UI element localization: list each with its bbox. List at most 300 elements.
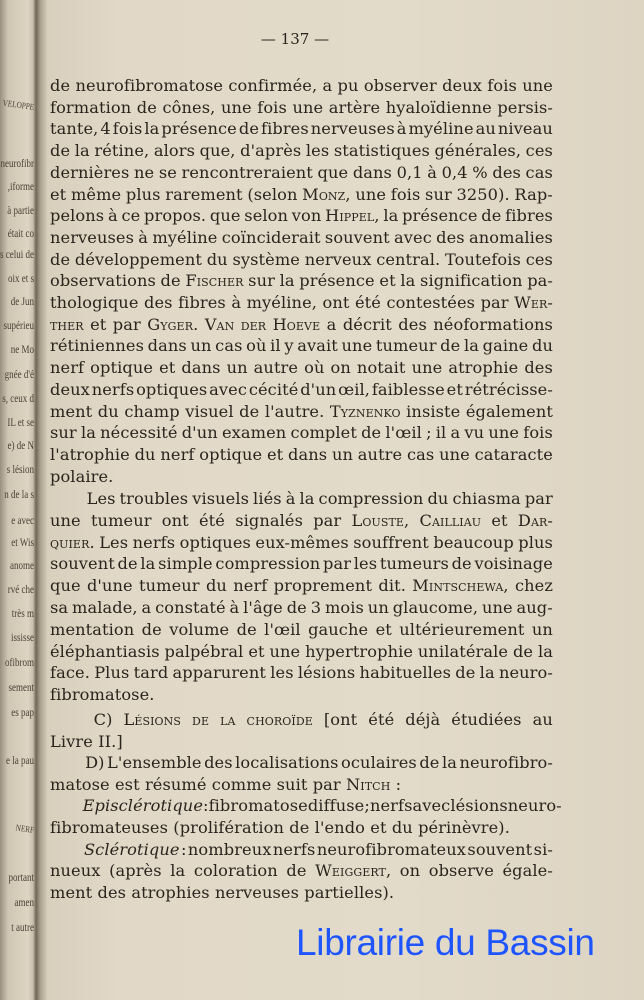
word: pa- (527, 271, 553, 290)
word: la (140, 554, 156, 573)
word: a (450, 423, 461, 442)
word: de (192, 710, 210, 729)
word: la (144, 119, 160, 138)
word: de (286, 598, 307, 617)
word: une (220, 98, 252, 117)
text-line (50, 380, 553, 400)
word: tumeurs (379, 554, 449, 573)
word: nerfs (369, 796, 413, 815)
word: signalés (235, 511, 303, 530)
word: de (117, 554, 138, 573)
margin-fragment: rvé che (7, 582, 34, 596)
word: nerveuses (310, 119, 395, 138)
word: fois (487, 76, 517, 95)
text-line (50, 185, 553, 205)
word (50, 710, 83, 730)
word: autre (253, 358, 299, 377)
word: tard (133, 663, 169, 682)
word: présence (402, 206, 478, 225)
word: deux (442, 76, 482, 95)
text-line (50, 76, 553, 96)
word: sur (50, 423, 77, 442)
word: résumé (144, 775, 207, 794)
word: et (50, 185, 67, 204)
word: ; (426, 423, 432, 442)
word: nerfs (272, 840, 316, 859)
word: au (475, 119, 496, 138)
word: y (284, 336, 294, 355)
word: notait (356, 358, 406, 377)
margin-fragment: supérieu (3, 318, 34, 332)
word: de (286, 861, 307, 880)
word: cécité (248, 380, 299, 399)
margin-fragment: IL et se (7, 415, 34, 429)
word: Les (99, 533, 129, 552)
word: des (204, 753, 233, 772)
word: palpébral (164, 642, 244, 661)
word: optique (199, 445, 263, 464)
word: Livre (50, 732, 93, 751)
word: 0,1 (396, 163, 423, 182)
word: (après (109, 861, 162, 880)
word: coïnciderait (221, 228, 321, 247)
word: à (138, 228, 149, 247)
word (50, 840, 83, 860)
word: à (107, 206, 118, 225)
margin-fragment: s, ceux d (2, 391, 34, 405)
word: une (522, 76, 553, 95)
margin-fragment: ne Mo (10, 342, 34, 356)
word: les (270, 663, 294, 682)
text-line (50, 663, 553, 683)
word: d'un (300, 380, 337, 399)
word: par (524, 489, 553, 508)
word: des (97, 883, 127, 902)
word: Tyznenko (329, 402, 401, 421)
text-line (50, 732, 553, 752)
text-line (50, 840, 553, 860)
word: proprement (273, 576, 373, 595)
word: observations (50, 271, 156, 290)
word: générales, (434, 141, 522, 160)
word: des (436, 228, 465, 247)
word: Cailliau (419, 511, 482, 530)
word: niveau (497, 119, 553, 138)
word: d'un (181, 423, 218, 442)
word: Monz, (302, 185, 351, 204)
word: de (361, 423, 382, 442)
word: de (451, 554, 472, 573)
word: une (411, 358, 443, 377)
word: par (480, 293, 509, 312)
word: nerfs (132, 533, 176, 552)
word: contestées (386, 293, 476, 312)
word: % (472, 163, 488, 182)
word: la (80, 423, 96, 442)
text-line (50, 710, 553, 730)
word: souvent (467, 840, 533, 859)
word: face. (50, 663, 90, 682)
word: a (141, 598, 152, 617)
word: 3 (310, 598, 322, 617)
word: l'endo (314, 818, 366, 837)
margin-fragment: e) de N (7, 438, 34, 452)
word: nerveuses (50, 228, 134, 247)
word: souvent (50, 554, 115, 573)
word: où (246, 336, 267, 355)
text-line (50, 533, 553, 553)
text-line (50, 861, 553, 881)
word: : (180, 840, 187, 859)
word: l'âge (243, 598, 283, 617)
word: rencontreraient (181, 163, 313, 182)
word: malade, (72, 598, 138, 617)
word: faiblesse (371, 380, 445, 399)
word: ces (525, 141, 553, 160)
word: dernières (50, 163, 130, 182)
word: nerveux (304, 250, 372, 269)
word: ne (134, 163, 155, 182)
word: un (226, 358, 248, 377)
word (50, 753, 83, 773)
margin-fragment: s celui de (0, 247, 34, 261)
margin-fragment: s lésion (6, 462, 34, 476)
word: étudiées (451, 710, 522, 729)
word: persis- (497, 98, 553, 117)
word: [ont (323, 710, 358, 729)
word: avec (209, 380, 247, 399)
word: les (353, 554, 378, 573)
word: la (463, 336, 479, 355)
margin-fragment: ofibrom (4, 655, 34, 669)
word: habituelles (359, 663, 452, 682)
word: ces (525, 250, 553, 269)
text-line (50, 883, 553, 903)
word: avait (297, 336, 338, 355)
word: à (396, 119, 407, 138)
word: nerf (50, 358, 85, 377)
word: ther (50, 315, 84, 334)
word: chiasma (452, 489, 521, 508)
word: diffuse (307, 796, 365, 815)
word: confirmée, (228, 76, 318, 95)
word: der (240, 315, 267, 334)
word: gauche (308, 620, 369, 639)
word: de (289, 818, 310, 837)
margin-fragment: et Wis (11, 535, 34, 549)
word: statistiques (333, 141, 430, 160)
word: du (531, 336, 553, 355)
text-line (50, 163, 553, 183)
word: nombreux (187, 840, 272, 859)
word: autre (357, 445, 403, 464)
text-line (50, 598, 553, 618)
word: une (355, 185, 387, 204)
word: compression (318, 489, 424, 508)
word: neurofibro- (459, 753, 553, 772)
word: une (481, 598, 513, 617)
margin-fragment: NERF (15, 822, 35, 835)
word: dans (147, 336, 187, 355)
word: fois (390, 185, 421, 204)
word: visuel (185, 402, 234, 421)
word: du (391, 818, 413, 837)
word: se (158, 163, 177, 182)
word: de (419, 753, 440, 772)
word: à (427, 163, 437, 182)
word: que (209, 206, 241, 225)
word: apparurent (172, 663, 266, 682)
text-line (50, 620, 553, 640)
word: Weiggert, (315, 861, 392, 880)
word: : (203, 796, 209, 815)
word: et (248, 642, 265, 661)
text-line (50, 554, 553, 574)
word: sa (50, 598, 69, 617)
word: Hippel, (325, 206, 380, 225)
word: signification (420, 271, 523, 290)
word: l'œil (385, 423, 422, 442)
word: la (74, 141, 90, 160)
margin-fragment: ississe (10, 630, 34, 644)
word: fois (257, 98, 287, 117)
word: simple (158, 554, 213, 573)
word: neurofibromateux (316, 840, 466, 859)
word: nerf (233, 576, 268, 595)
word: localisations (235, 753, 339, 772)
word: artère (328, 98, 381, 117)
word: neurofibromatose (75, 76, 224, 95)
word: fibromatose. (50, 685, 155, 704)
word: ment (50, 402, 93, 421)
word: été (368, 710, 395, 729)
word: développement (74, 250, 202, 269)
word: optiques (136, 380, 208, 399)
word: et (159, 358, 176, 377)
margin-fragment: e la pau (6, 753, 34, 767)
text-line (50, 336, 553, 356)
word: Toutefois (445, 250, 521, 269)
word: Sclérotique (83, 840, 180, 859)
word: cônes, (162, 98, 216, 117)
word: de (455, 663, 476, 682)
text-line (50, 467, 553, 487)
word: neuro- (498, 663, 553, 682)
word: un (367, 598, 389, 617)
word: Dar- (517, 511, 553, 530)
word: thologique (50, 293, 139, 312)
word: présence (161, 119, 237, 138)
text-line (50, 445, 553, 465)
word: la (441, 753, 457, 772)
word: la (383, 206, 399, 225)
word: liés (253, 489, 282, 508)
word: polaire. (50, 467, 114, 486)
word: ment (50, 883, 93, 902)
word: d'une (86, 576, 133, 595)
margin-fragment: gnée d'é (4, 367, 34, 381)
word: un (331, 445, 354, 464)
word: a (322, 76, 333, 95)
word: du (97, 402, 119, 421)
word: comme (211, 775, 272, 794)
word: l'atrophie (50, 445, 130, 464)
word: hypertrophie (305, 642, 414, 661)
word: l'œil (264, 620, 301, 639)
word: compression (215, 554, 321, 573)
word: propos. (144, 206, 207, 225)
word: et (266, 445, 284, 464)
word: matose (50, 775, 110, 794)
word: par (323, 554, 352, 573)
word (50, 796, 83, 816)
word: mois (324, 598, 364, 617)
word: et (375, 620, 392, 639)
word: ; (364, 796, 370, 815)
word: des (144, 293, 173, 312)
word: cataracte (474, 445, 553, 464)
word: formation (50, 98, 132, 117)
word: eux-mêmes (255, 533, 349, 552)
word: été (354, 293, 381, 312)
word: il (270, 336, 281, 355)
word: a (326, 315, 337, 334)
word: de (440, 336, 461, 355)
word: volume (169, 620, 230, 639)
text-line (50, 775, 553, 795)
text-line (50, 402, 553, 422)
word: optiques (179, 533, 251, 552)
word: chez (514, 576, 553, 595)
word: atrophie (448, 358, 519, 377)
word: égale- (502, 861, 553, 880)
margin-fragment: oix et s (7, 271, 34, 285)
word: ont (161, 511, 189, 530)
margin-fragment: portant (8, 870, 34, 884)
word: ultérieurement (399, 620, 525, 639)
word: à (229, 598, 240, 617)
text-line (50, 141, 553, 161)
word: sur (425, 185, 452, 204)
word: rétrécisse- (464, 380, 553, 399)
word: de (50, 76, 71, 95)
word: complet (290, 423, 357, 442)
word: insiste (406, 402, 461, 421)
word: Lésions (123, 710, 182, 729)
word: de (160, 271, 181, 290)
word: Fischer (185, 271, 244, 290)
margin-fragment: sement (8, 680, 34, 694)
word: Louste, (351, 511, 410, 530)
word: lésions (297, 663, 356, 682)
word: des (492, 163, 521, 182)
word: à (285, 489, 296, 508)
word: de (512, 642, 534, 661)
word: tumeur (375, 336, 437, 355)
word: et (491, 511, 508, 530)
word: (prolifération (173, 818, 285, 837)
word: rétine, (94, 141, 150, 160)
text-line (50, 423, 553, 443)
word: de (141, 620, 162, 639)
word: avec (412, 796, 451, 815)
word: tante, (50, 119, 99, 138)
word: mentation (50, 620, 135, 639)
word: d'après (240, 141, 302, 160)
word: 3250). (456, 185, 510, 204)
text-line (50, 576, 553, 596)
word: aug- (516, 598, 553, 617)
word: Plus (94, 663, 130, 682)
word: dans (288, 445, 328, 464)
word: dans (352, 163, 392, 182)
text-line (50, 250, 553, 270)
word: et (379, 271, 396, 290)
word: voisinage (474, 554, 553, 573)
word: une (439, 445, 470, 464)
word: que (50, 576, 81, 595)
margin-fragment: n de la s (4, 487, 34, 501)
word: déjà (405, 710, 441, 729)
word: fibres (505, 206, 553, 225)
word: 0,4 (441, 163, 468, 182)
word: myéline, (246, 293, 317, 312)
word: décrit (342, 315, 392, 334)
word: la (537, 642, 553, 661)
word: fibromatose (208, 796, 308, 815)
word: Hoeve (272, 315, 321, 334)
word: examen (221, 423, 287, 442)
word: une (341, 336, 373, 355)
margin-fragment: VELOPPE (2, 97, 35, 112)
word: que, (199, 141, 236, 160)
word: par (312, 775, 341, 794)
text-line (50, 642, 553, 662)
word: au (532, 710, 553, 729)
word: L'ensemble (107, 753, 202, 772)
word: du (134, 445, 156, 464)
word: de (481, 206, 502, 225)
word: glaucome, (392, 598, 479, 617)
word: du (427, 489, 449, 508)
word: pelons (50, 206, 105, 225)
word: hyaloïdienne (385, 98, 492, 117)
margin-fragment: iforme, (7, 179, 34, 193)
word: à (231, 293, 242, 312)
word: cas (215, 336, 243, 355)
word: œil, (338, 380, 370, 399)
word: Gyger. (147, 315, 199, 334)
word: observe (428, 861, 494, 880)
word: est (115, 775, 140, 794)
word: des (524, 358, 553, 377)
word: Les (86, 489, 116, 508)
word: un (531, 620, 553, 639)
word: oculaires (341, 753, 417, 772)
word: système (232, 250, 300, 269)
word: pu (337, 76, 359, 95)
word: même (70, 185, 122, 204)
word: souffrent (353, 533, 429, 552)
word: où (304, 358, 325, 377)
word: myéline (408, 119, 474, 138)
word: gaine (482, 336, 529, 355)
word: myéline (152, 228, 218, 247)
text-line (50, 511, 553, 531)
word: neuro- (507, 796, 562, 815)
word: de (236, 620, 257, 639)
word: beaucoup (433, 533, 514, 552)
